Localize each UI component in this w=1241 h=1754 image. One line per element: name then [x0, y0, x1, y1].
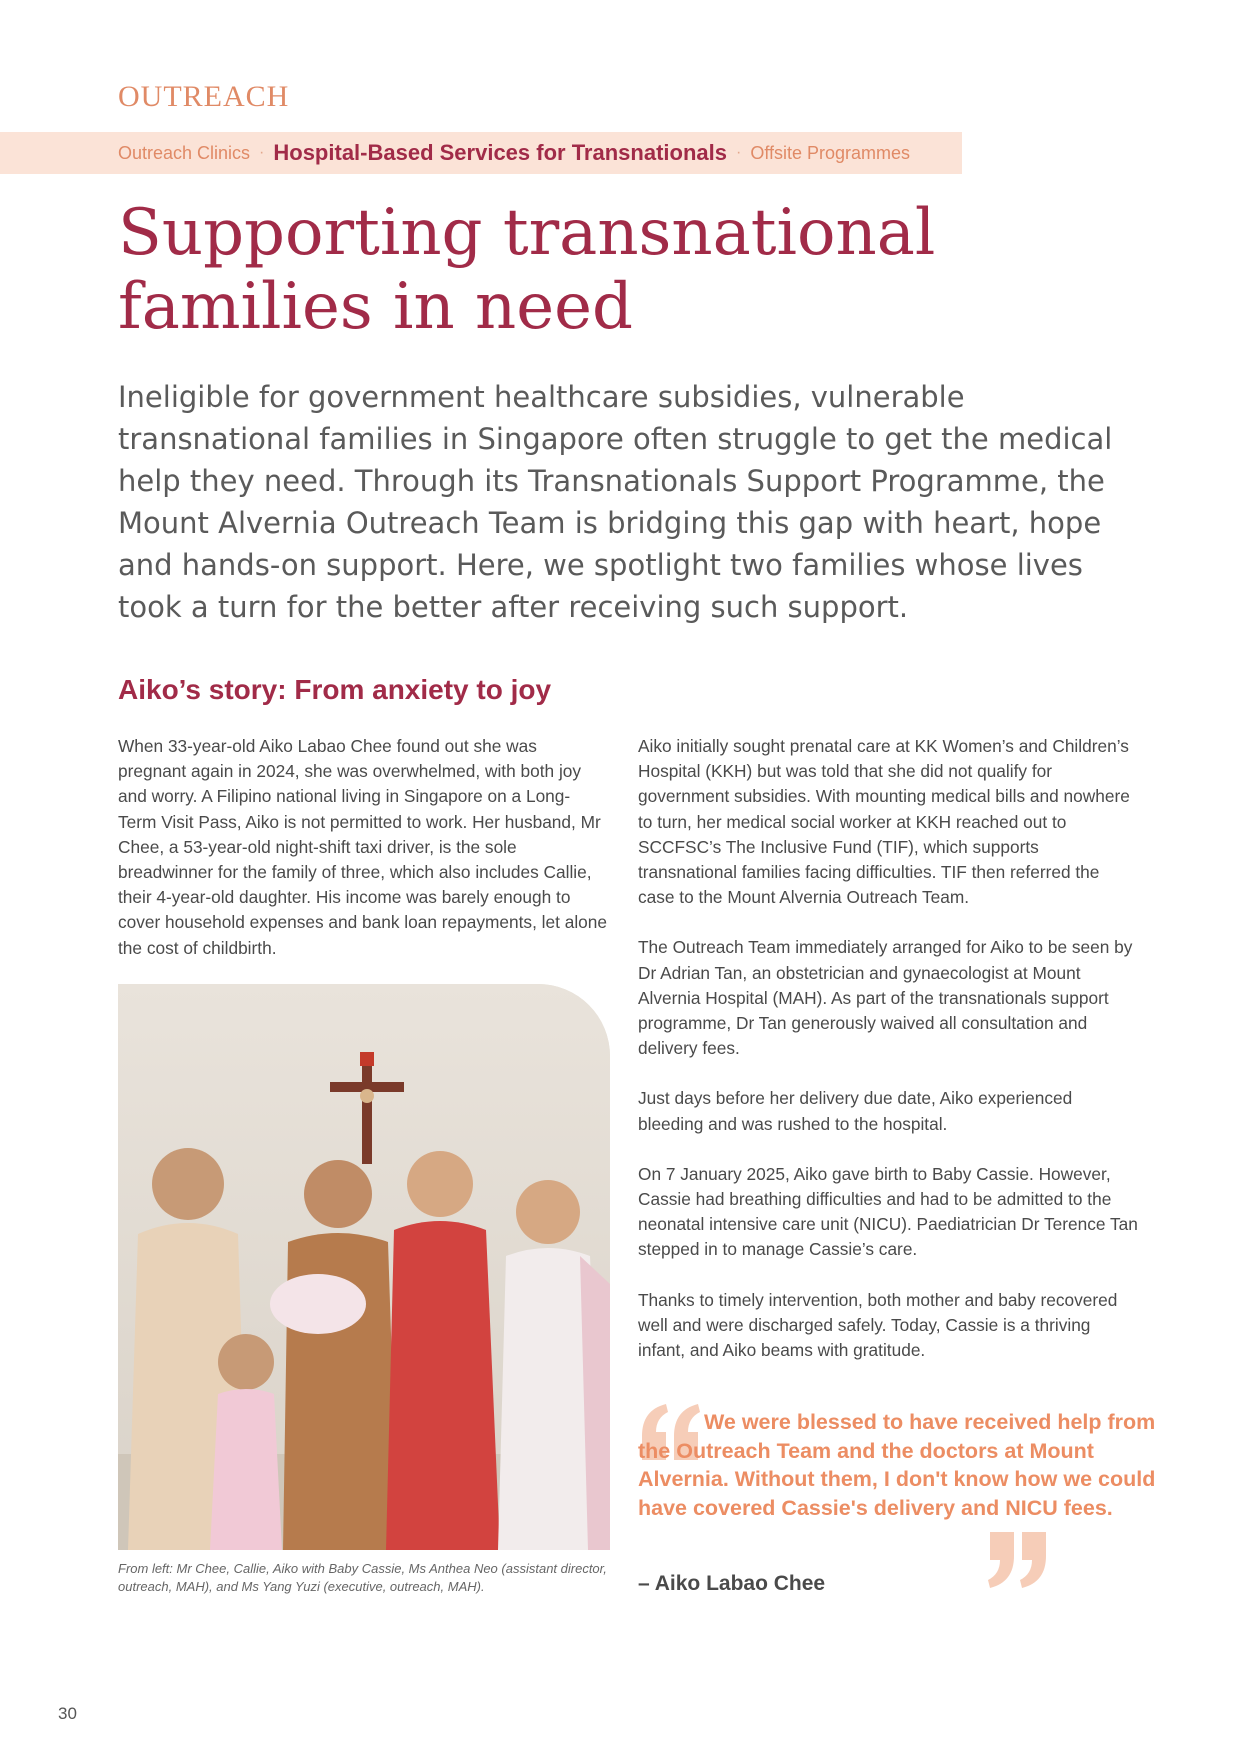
photo-illustration [118, 984, 610, 1550]
body-paragraph: Thanks to timely intervention, both mother and baby recovered well and were discharged safely. Today, Cassie is a thriving infant, and Aiko beams with gratitude. [638, 1289, 1118, 1361]
body-paragraph: Just days before her delivery due date, Aiko experienced bleeding and was rushed to the hospital. [638, 1088, 1073, 1134]
right-column [638, 734, 1138, 1388]
nav-separator: · [259, 144, 265, 161]
body-paragraph: The Outreach Team immediately arranged for Aiko to be seen by Dr Adrian Tan, an obstetrician and gynaecologist at Mount Alvernia Hospital (MAH). As part of the transnationals support programme, Dr Tan generously waived all consultation and delivery fees. [638, 937, 1133, 1059]
nav-item-outreach-clinics[interactable]: Outreach Clinics [118, 142, 251, 163]
story-heading: Aiko’s story: From anxiety to joy [118, 674, 552, 705]
page-title: Supporting transnational families in need [118, 196, 936, 344]
body-paragraph: On 7 January 2025, Aiko gave birth to Baby Cassie. However, Cassie had breathing difficulties and had to be admitted to the neonatal intensive care unit (NICU). Paediatrician Dr Terence Tan stepped in to manage Cassie’s care. [638, 1163, 1138, 1260]
body-paragraph: When 33-year-old Aiko Labao Chee found out she was pregnant again in 2024, she was overwhelmed, with both joy and worry. A Filipino national living in Singapore on a Long-Term Visit Pass, Aiko is not permitted to work. Her husband, Mr Chee, a 53-year-old night-shift taxi driver, is the sole breadwinner for the family of three, which also includes Callie, their 4-year-old daughter. His income was barely enough to cover household expenses and bank loan repayments, let alone the cost of childbirth. [118, 736, 608, 958]
quote-text: We were blessed to have received help from the Outreach Team and the doctors at Mount Alvernia. Without them, I don't know how we could have covered Cassie's delivery and NICU fees. [638, 1410, 1156, 1520]
left-column [118, 734, 608, 986]
quote-author: – Aiko Labao Chee [638, 1572, 826, 1595]
section-label: OUTREACH [118, 80, 290, 113]
page-number: 30 [58, 1704, 77, 1723]
nav-separator: · [735, 144, 742, 161]
family-photo [118, 984, 610, 1550]
close-quote-icon [986, 1530, 1050, 1590]
nav-item-hospital-based-services[interactable]: Hospital-Based Services for Transnationals [273, 140, 727, 165]
section-nav [0, 132, 962, 174]
pull-quote [638, 1408, 1158, 1522]
intro-paragraph: Ineligible for government healthcare subsidies, vulnerable transnational families in Singapore often struggle to get the medical help they need. Through its Transnationals Support Programme, the Mount Alvernia Outreach Team is bridging this gap with heart, hope and hands-on support. Here, we spotlight two families whose lives took a turn for the better after receiving such support. [118, 380, 1113, 624]
nav-item-offsite-programmes[interactable]: Offsite Programmes [750, 142, 911, 163]
body-paragraph: Aiko initially sought prenatal care at KK Women’s and Children’s Hospital (KKH) but was told that she did not qualify for government subsidies. With mounting medical bills and nowhere to turn, her medical social worker at KKH reached out to SCCFSC’s The Inclusive Fund (TIF), which supports transnational families facing difficulties. TIF then referred the case to the Mount Alvernia Outreach Team. [638, 736, 1130, 908]
photo-caption: From left: Mr Chee, Callie, Aiko with Baby Cassie, Ms Anthea Neo (assistant director, outreach, MAH), and Ms Yang Yuzi (executive, outreach, MAH). [118, 1561, 607, 1594]
